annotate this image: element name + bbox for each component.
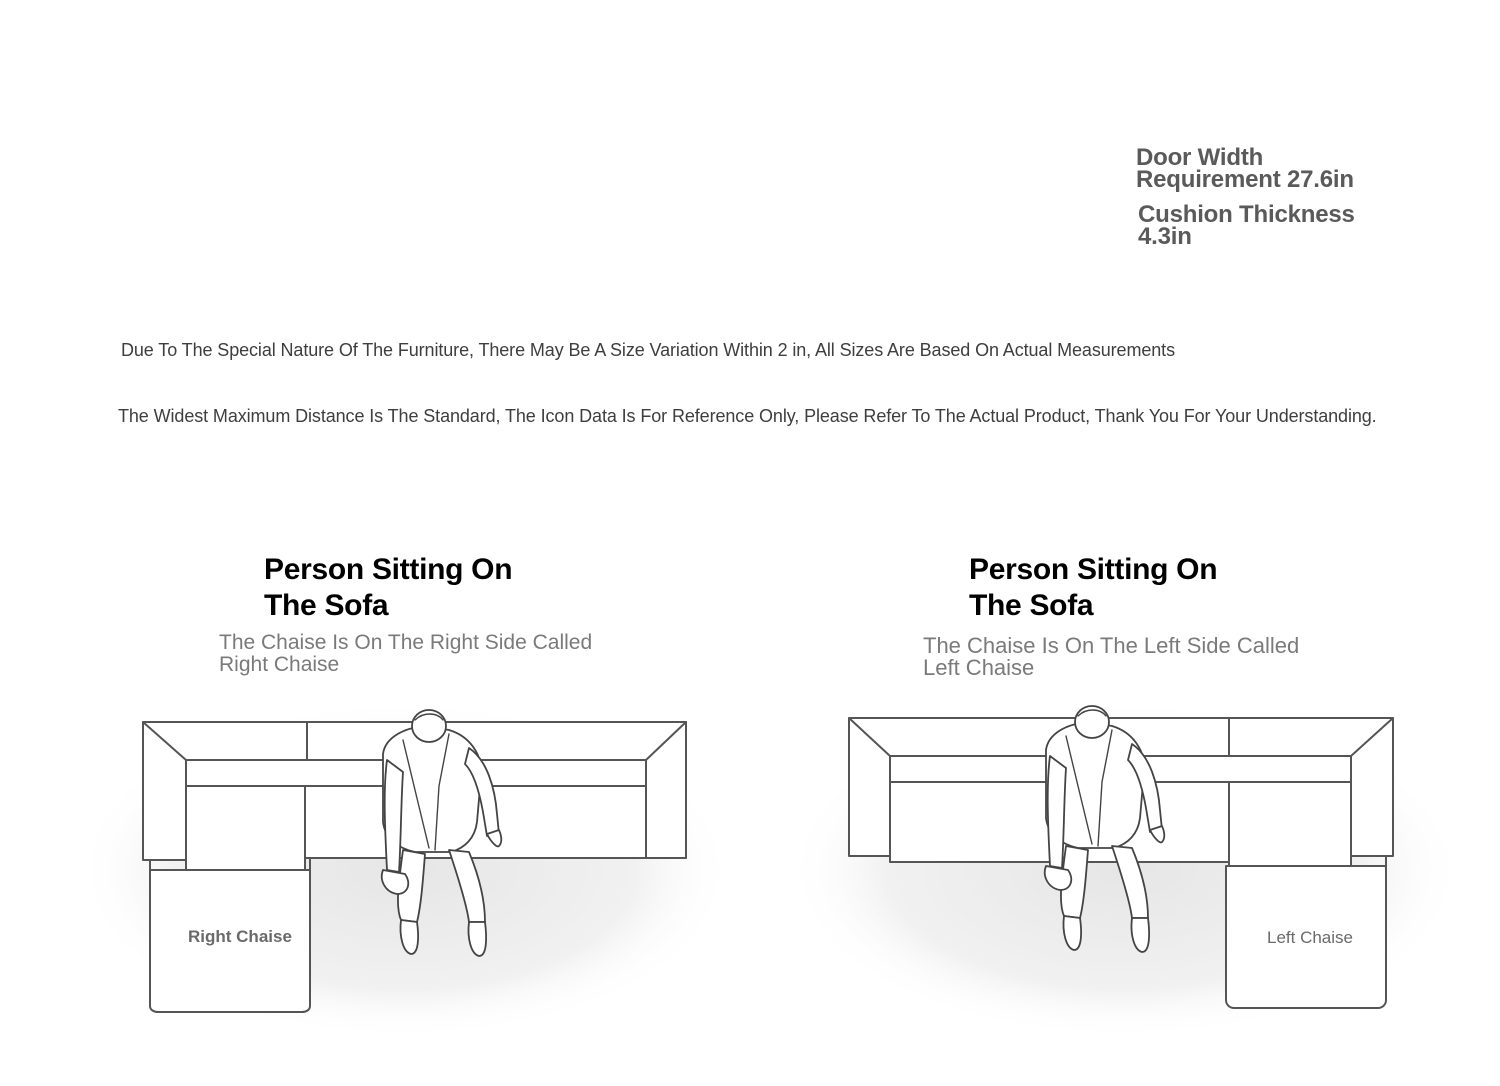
chaise-label-right: Right Chaise — [188, 927, 292, 946]
panel-title-left-chaise: Person Sitting On The Sofa — [969, 553, 1218, 622]
cushion-thickness-spec: Cushion Thickness 4.3in — [1138, 201, 1355, 250]
panel-subtitle-right-chaise: The Chaise Is On The Right Side Called Right Chaise — [219, 631, 593, 676]
reference-note: The Widest Maximum Distance Is The Standard, The Icon Data Is For Reference Only, Please Refer To The Actual Product, Thank You For Your Understanding. — [118, 406, 1377, 426]
size-variation-note: Due To The Special Nature Of The Furniture, There May Be A Size Variation Within 2 in, All Sizes Are Based On Actual Measurements — [121, 340, 1175, 360]
door-width-spec: Door Width Requirement 27.6in — [1136, 144, 1354, 193]
panel-title-right-chaise: Person Sitting On The Sofa — [264, 553, 513, 622]
chaise-label-left: Left Chaise — [1267, 928, 1353, 947]
panel-subtitle-left-chaise: The Chaise Is On The Left Side Called Left Chaise — [923, 633, 1300, 680]
